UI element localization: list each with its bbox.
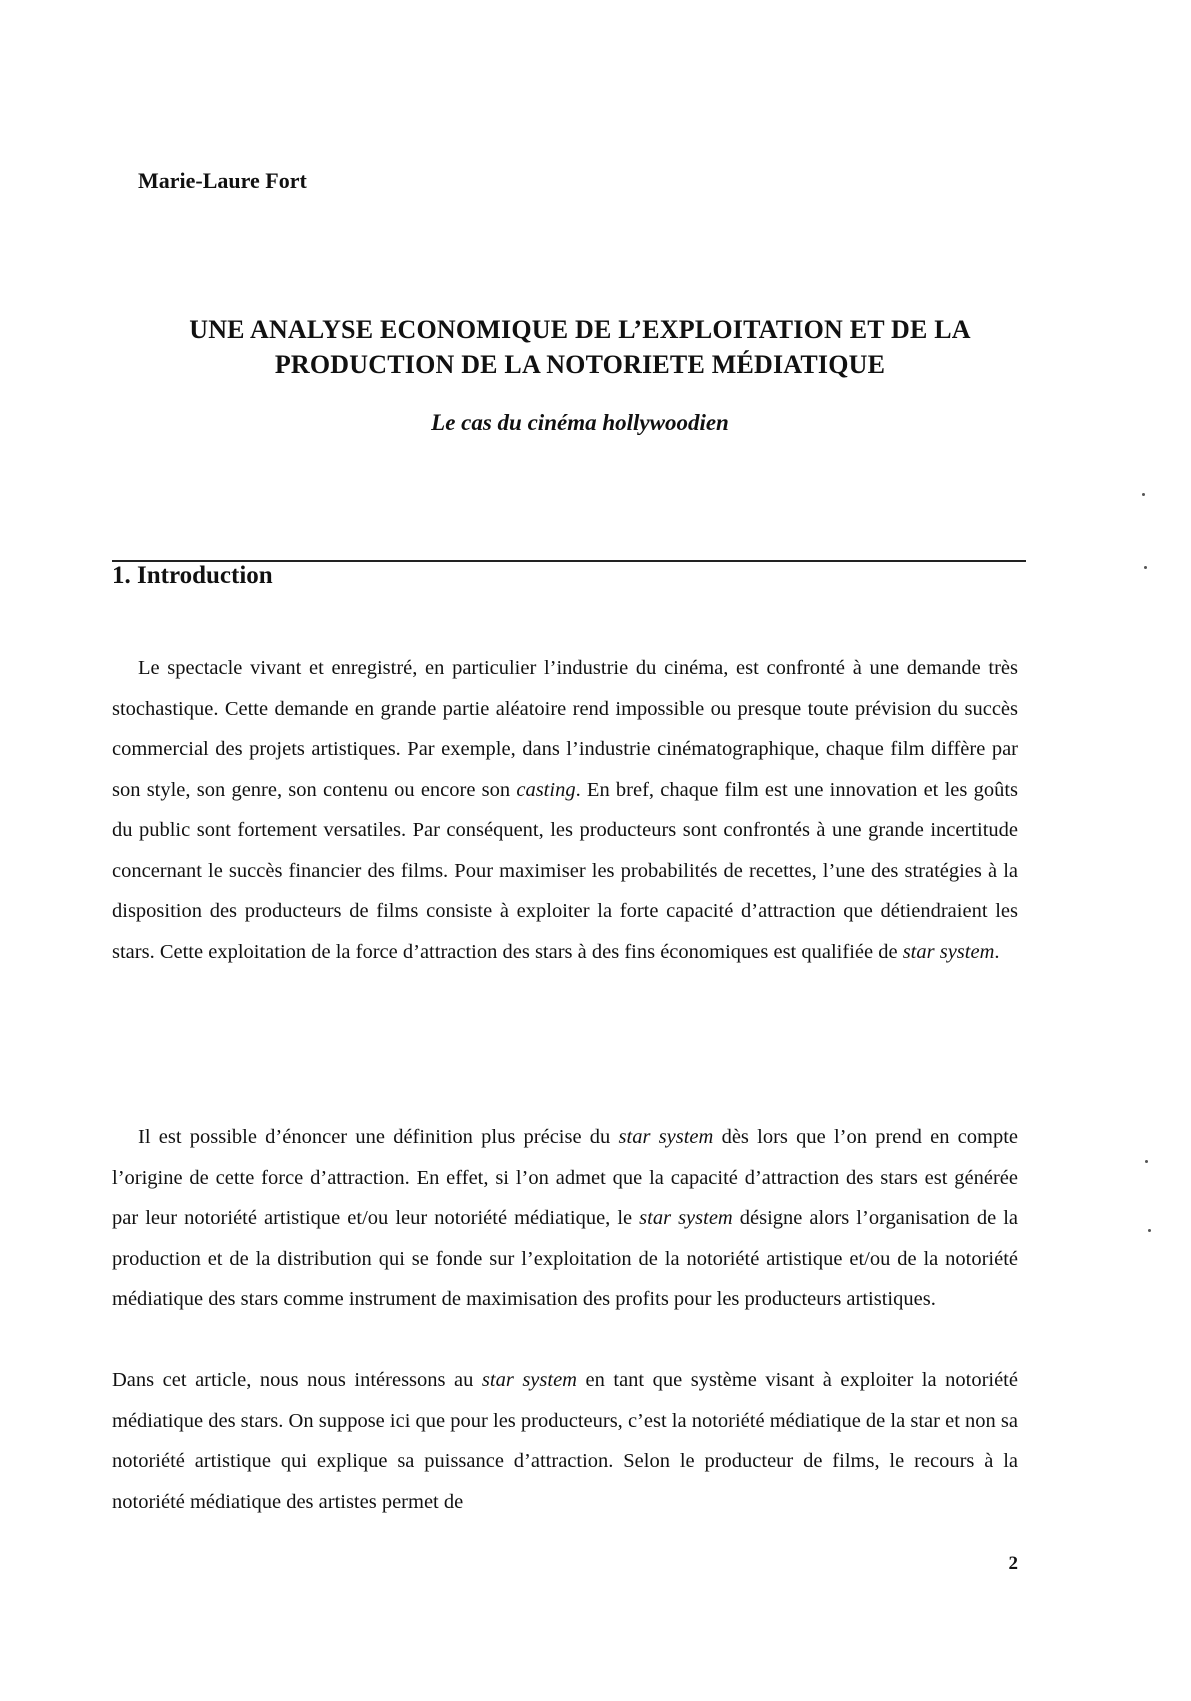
title-line-1: UNE ANALYSE ECONOMIQUE DE L’EXPLOITATION ET DE LA (189, 315, 971, 344)
article-title (110, 312, 1050, 382)
paragraph-2-emphasis-2: star system (639, 1207, 733, 1229)
paragraph-1-emphasis-star-system: star system (902, 940, 995, 963)
paragraph-3-emphasis-1: star system (481, 1369, 577, 1391)
paragraph-2-emphasis-1: star system (618, 1126, 714, 1148)
paragraph-3-text-a: Dans cet article, nous nous intéressons au (112, 1369, 482, 1391)
paragraph-1-emphasis-casting: casting (516, 778, 576, 801)
scan-speck (1148, 1229, 1151, 1232)
paragraph-3-text-b: en tant que système visant à exploiter la notoriété médiatique des stars. On suppose ici que pour les producteurs, c’est la notoriété médiatique de la star et non sa notoriété artistique qui explique sa puissance d’attraction. Selon le producteur de films, le recours à la notoriété médiatique des artistes permet de (112, 1369, 1018, 1513)
title-line-2: PRODUCTION DE LA NOTORIETE MÉDIATIQUE (274, 350, 886, 379)
paragraph-3 (112, 1360, 1018, 1522)
scan-speck (1144, 566, 1147, 569)
paragraph-2 (112, 1117, 1018, 1320)
paragraph-1-text-a: Le spectacle vivant et enregistré, en particulier l’industrie du cinéma, est confronté à une demande très stochastique. Cette demande en grande partie aléatoire rend impossible ou presque toute prévision du succès commercial des projets artistiques. Par exemple, dans l’industrie cinématographique, chaque film diffère par son style, son genre, son contenu ou encore son (112, 657, 1018, 801)
paragraph-2-text-c: désigne alors l’organisation de la production et de la distribution qui se fonde sur l’exploitation de la notoriété artistique et/ou de la notoriété médiatique des stars comme instrument de maximisation des profits pour les producteurs artistiques. (112, 1207, 1018, 1310)
scan-speck (1145, 1160, 1148, 1163)
paragraph-1 (112, 648, 1018, 972)
author-name: Marie-Laure Fort (138, 168, 307, 193)
scan-speck (1142, 493, 1145, 496)
paragraph-1-text-c: . (994, 940, 1000, 963)
article-subtitle: Le cas du cinéma hollywoodien (431, 410, 729, 435)
paragraph-1-text-b: . En bref, chaque film est une innovation et les goûts du public sont fortement versatiles. Par conséquent, les producteurs sont confrontés à une grande incertitude concernant le succès financier des films. Pour maximiser les probabilités de recettes, l’une des stratégies à la disposition des producteurs de films consiste à exploiter la forte capacité d’attraction que détiendraient les stars. Cette exploitation de la force d’attraction des stars à des fins économiques est qualifiée de (112, 778, 1019, 963)
page-number: 2 (1008, 1553, 1018, 1574)
paragraph-2-text-b: dès lors que l’on prend en compte l’origine de cette force d’attraction. En effet, si l’on admet que la capacité d’attraction des stars est générée par leur notoriété artistique et/ou leur notoriété médiatique, le (112, 1126, 1019, 1229)
paragraph-2-text-a: Il est possible d’énoncer une définition plus précise du (138, 1126, 619, 1148)
section-heading: 1. Introduction (112, 562, 273, 589)
